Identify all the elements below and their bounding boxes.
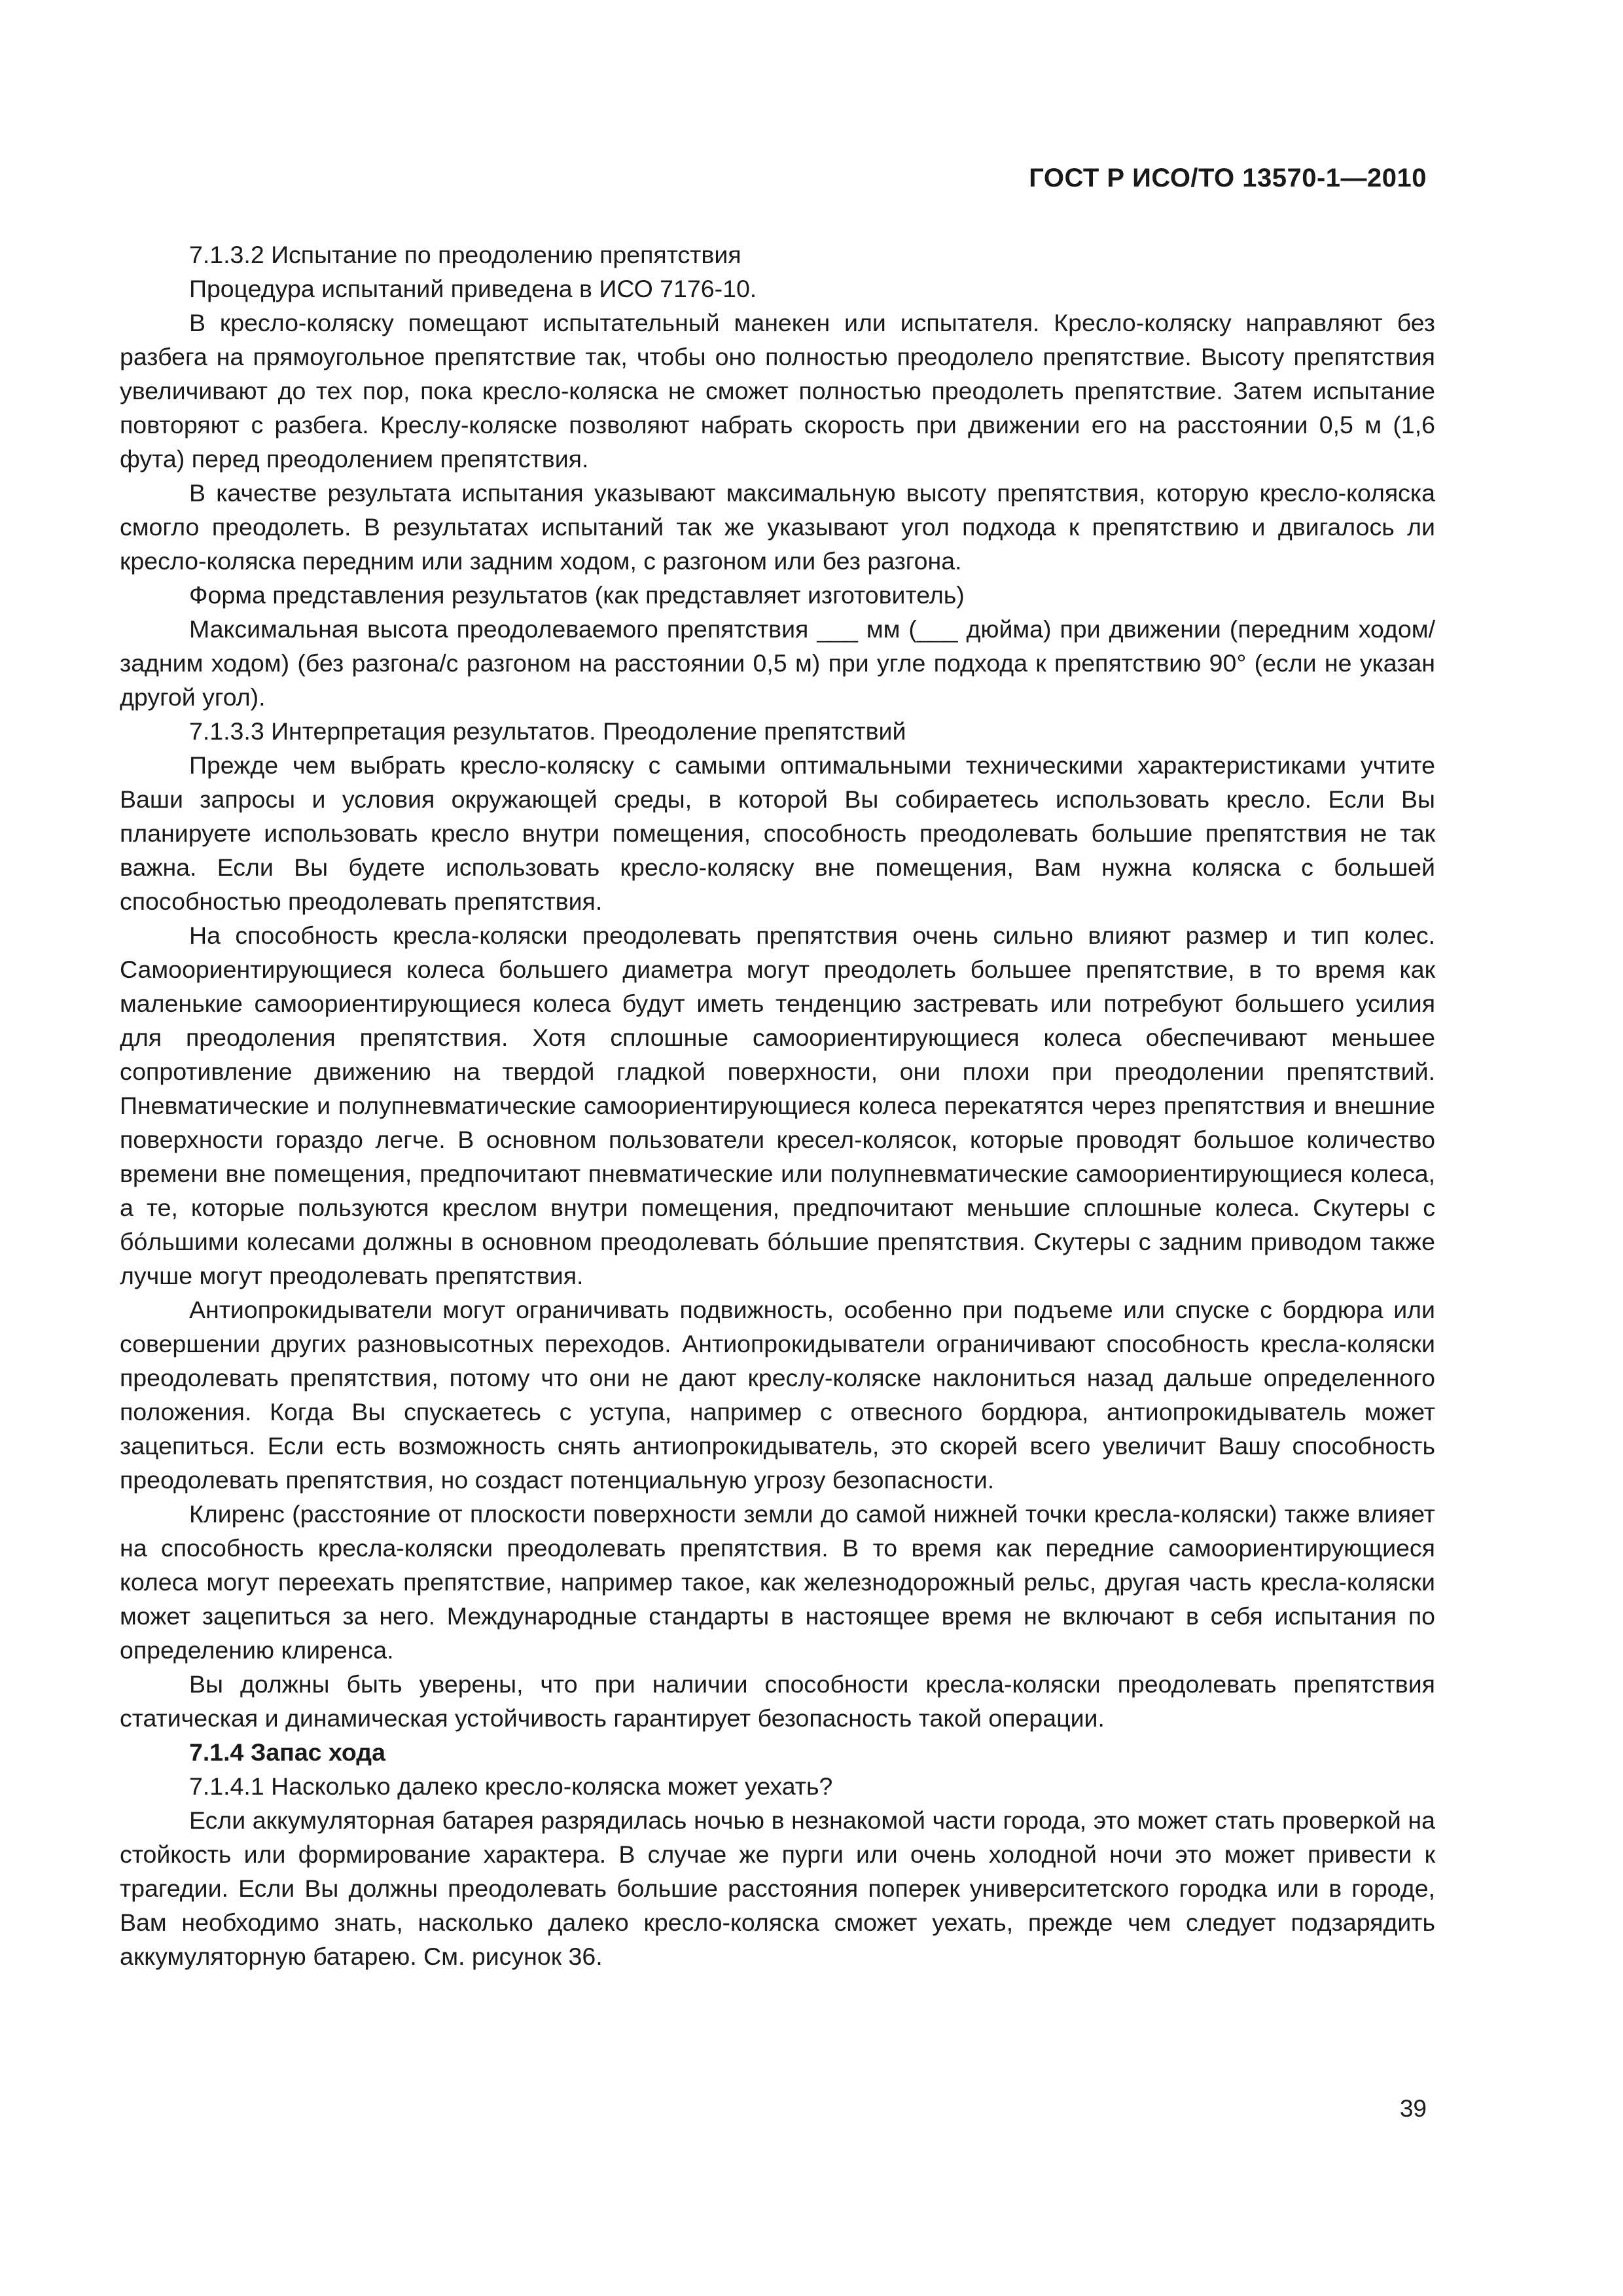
section-heading-7-1-3-3: 7.1.3.3 Интерпретация результатов. Преодоление препятствий xyxy=(189,717,906,745)
paragraph: Вы должны быть уверены, что при наличии способности кресла-коляски преодолевать препятствия статическая и динамическая устойчивость гарантирует безопасность такой операции. xyxy=(120,1670,1435,1732)
document-header: ГОСТ Р ИСО/ТО 13570-1—2010 xyxy=(1029,164,1427,192)
page-number: 39 xyxy=(1399,2095,1427,2122)
paragraph: Форма представления результатов (как представляет изготовитель) xyxy=(189,581,965,609)
paragraph: В кресло-коляску помещают испытательный манекен или испытателя. Кресло-коляску направляют без разбега на прямоугольное препятствие так, чтобы оно полностью преодолело препятствие. Высоту препятствия увеличивают до тех пор, пока кресло-коляска не сможет полностью преодолеть препятствие. Затем испытание повторяют с разбега. Креслу-коляске позволяют набрать скорость при движении его на расстоянии 0,5 м (1,6 фута) перед преодолением препятствия. xyxy=(120,309,1435,473)
paragraph: Процедура испытаний приведена в ИСО 7176-10. xyxy=(189,275,757,302)
paragraph: Клиренс (расстояние от плоскости поверхности земли до самой нижней точки кресла-коляски) также влияет на способность кресла-коляски преодолевать препятствия. В то время как передние самоориентирующиеся колеса могут переехать препятствие, например такое, как железнодорожный рельс, другая часть кресла-коляски может зацепиться за него. Международные стандарты в настоящее время не включают в себя испытания по определению клиренса. xyxy=(120,1500,1435,1664)
paragraph: На способность кресла-коляски преодолевать препятствия очень сильно влияют размер и тип колес. Самоориентирующиеся колеса большего диаметра могут преодолеть большее препятствие, в то время как маленькие самоориентирующиеся колеса будут иметь тенденцию застревать или потребуют большего усилия для преодоления препятствия. Хотя сплошные самоориентирующиеся колеса обеспечивают меньшее сопротивление движению на твердой гладкой поверхности, они плохи при преодолении препятствий. Пневматические и полупневматические самоориентирующиеся колеса перекатятся через препятствия и внешние поверхности гораздо легче. В основном пользователи кресел-колясок, которые проводят большое количество времени вне помещения, предпочитают пневматические или полупневматические самоориентирующиеся колеса, а те, которые пользуются креслом внутри помещения, предпочитают меньшие сплошные колеса. Скутеры с бо́льшими колесами должны в основном преодолевать бо́льшие препятствия. Скутеры с задним приводом также лучше могут преодолевать препятствия. xyxy=(120,922,1435,1289)
section-heading-7-1-4: 7.1.4 Запас хода xyxy=(189,1738,385,1766)
paragraph: Если аккумуляторная батарея разрядилась ночью в незнакомой части города, это может стать проверкой на стойкость или формирование характера. В случае же пурги или очень холодной ночи это может привести к трагедии. Если Вы должны преодолевать большие расстояния поперек университетского городка или в городе, Вам необходимо знать, насколько далеко кресло-коляска сможет уехать, прежде чем следует подзарядить аккумуляторную батарею. См. рисунок 36. xyxy=(120,1806,1435,1970)
paragraph: Прежде чем выбрать кресло-коляску с самыми оптимальными техническими характеристиками учтите Ваши запросы и условия окружающей среды, в которой Вы собираетесь использовать кресло. Если Вы планируете использовать кресло внутри помещения, способность преодолевать большие препятствия не так важна. Если Вы будете использовать кресло-коляску вне помещения, Вам нужна коляска с большей способностью преодолевать препятствия. xyxy=(120,751,1435,915)
document-body xyxy=(120,238,1435,1973)
paragraph: В качестве результата испытания указывают максимальную высоту препятствия, которую кресло-коляска смогло преодолеть. В результатах испытаний так же указывают угол подхода к препятствию и двигалось ли кресло-коляска передним или задним ходом, с разгоном или без разгона. xyxy=(120,479,1435,575)
paragraph: Максимальная высота преодолеваемого препятствия ___ мм (___ дюйма) при движении (передним ходом/задним ходом) (без разгона/с разгоном на расстоянии 0,5 м) при угле подхода к препятствию 90° (если не указан другой угол). xyxy=(120,615,1435,711)
section-heading-7-1-4-1: 7.1.4.1 Насколько далеко кресло-коляска может уехать? xyxy=(189,1772,833,1800)
section-heading-7-1-3-2: 7.1.3.2 Испытание по преодолению препятствия xyxy=(189,241,741,268)
paragraph: Антиопрокидыватели могут ограничивать подвижность, особенно при подъеме или спуске с бордюра или совершении других разновысотных переходов. Антиопрокидыватели ограничивают способность кресла-коляски преодолевать препятствия, потому что они не дают креслу-коляске наклониться назад дальше определенного положения. Когда Вы спускаетесь с уступа, например с отвесного бордюра, антиопрокидыватель может зацепиться. Если есть возможность снять антиопрокидыватель, это скорей всего увеличит Вашу способность преодолевать препятствия, но создаст потенциальную угрозу безопасности. xyxy=(120,1296,1435,1494)
